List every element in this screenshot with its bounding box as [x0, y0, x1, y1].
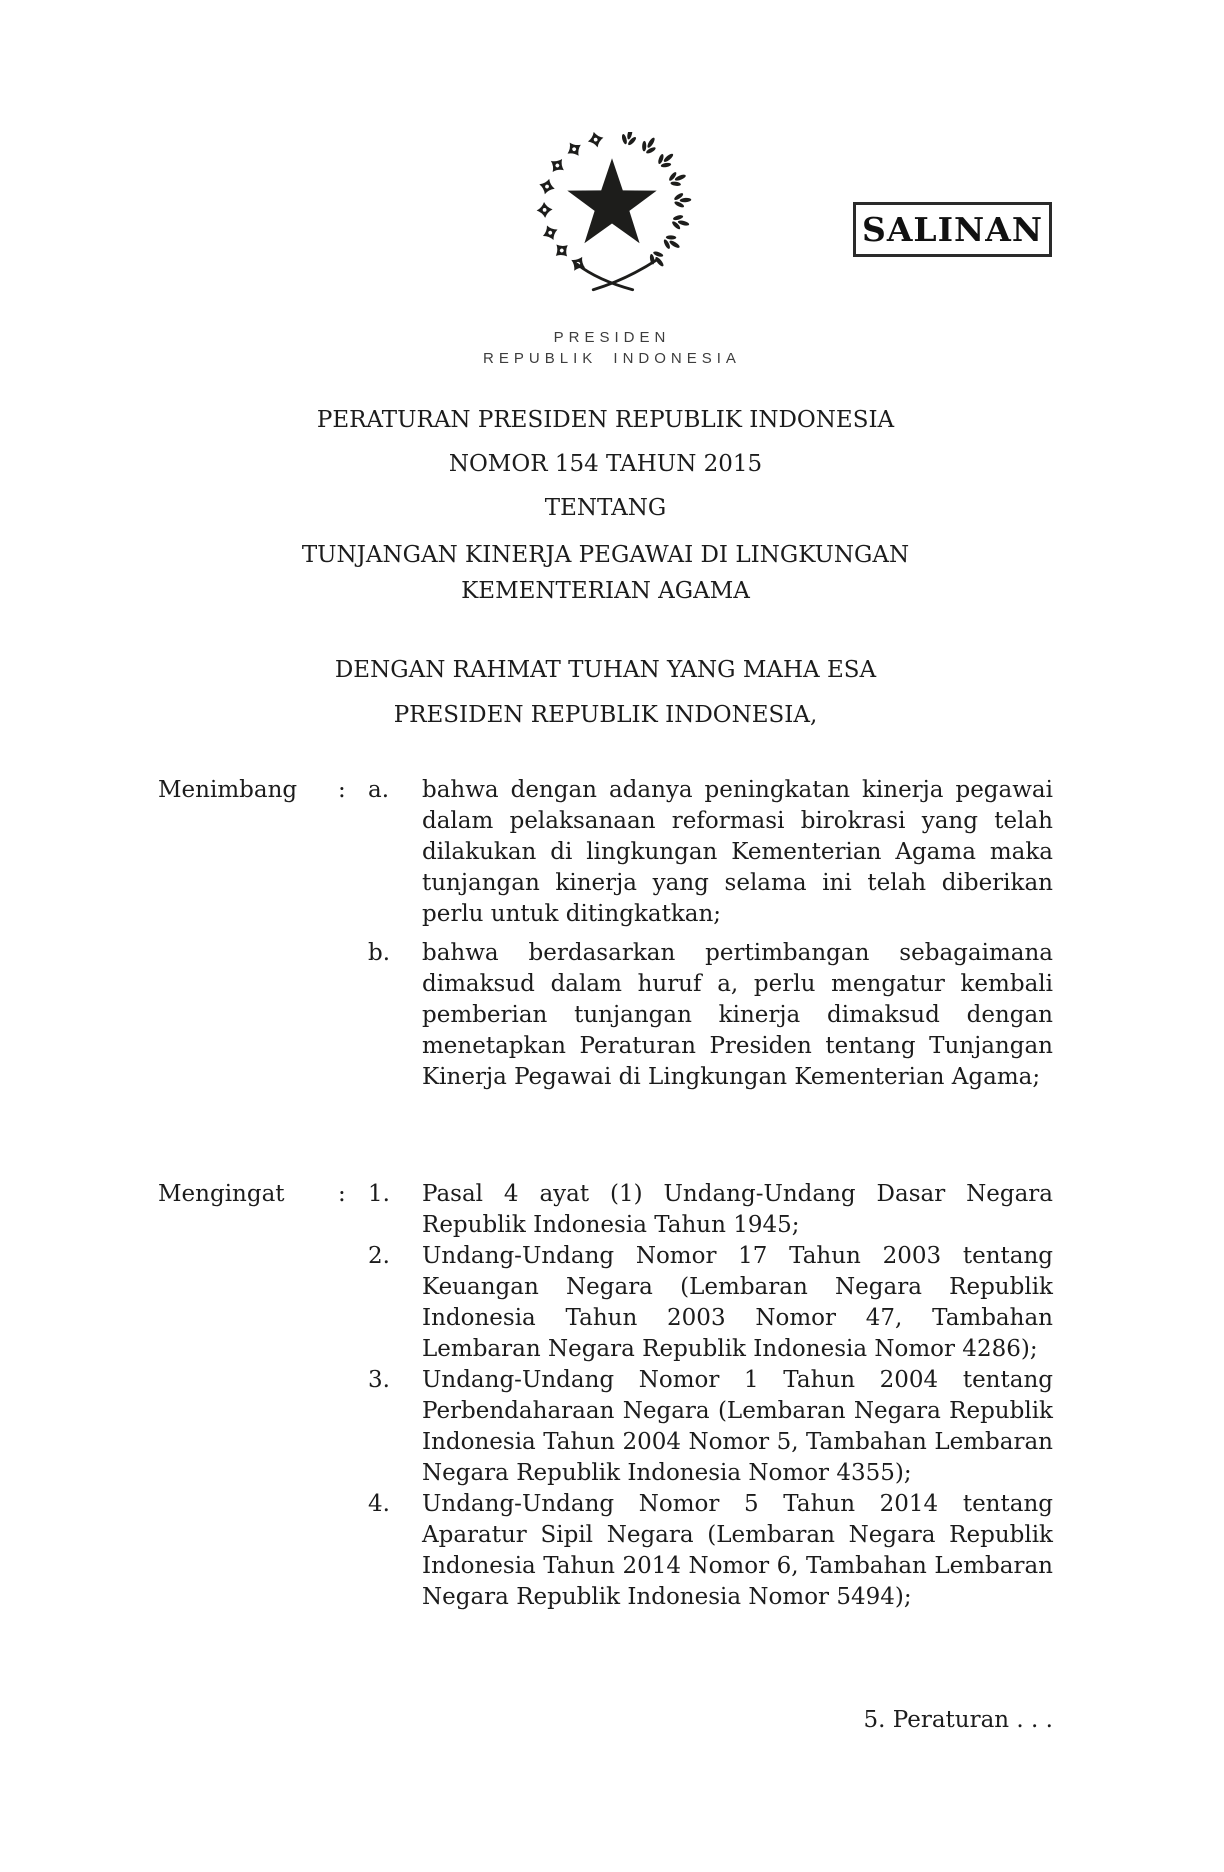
- item-text: Undang-Undang Nomor 5 Tahun 2014 tentang Aparatur Sipil Negara (Lembaran Negara Republik Indonesia Tahun 2014 Nomor 6, Tambahan Lembaran Negara Republik Indonesia Nomor 5494);: [422, 1491, 1053, 1610]
- remembering-item: [368, 1489, 1053, 1613]
- salinan-stamp-box: [853, 202, 1052, 257]
- title-line-regulation: PERATURAN PRESIDEN REPUBLIK INDONESIA: [316, 407, 895, 433]
- remembering-item: [368, 1365, 1053, 1489]
- title-subject-line2: KEMENTERIAN AGAMA: [461, 578, 750, 604]
- considering-items: [368, 775, 1053, 1093]
- letterhead-line1: PRESIDEN: [553, 329, 671, 346]
- remembering-items: [368, 1179, 1053, 1613]
- considering-separator: :: [338, 777, 346, 803]
- item-marker: 3.: [368, 1367, 390, 1393]
- catchword: 5. Peraturan . . .: [863, 1707, 1053, 1733]
- item-marker: 4.: [368, 1491, 390, 1517]
- remembering-label: Mengingat: [158, 1181, 285, 1207]
- star-icon: [567, 158, 656, 243]
- remembering-item: [368, 1241, 1053, 1365]
- item-marker: b.: [368, 940, 391, 966]
- remembering-clause: [158, 1179, 1053, 1613]
- issuer-line: PRESIDEN REPUBLIK INDONESIA,: [393, 702, 818, 728]
- considering-item: [368, 775, 1053, 930]
- item-marker: 1.: [368, 1181, 390, 1207]
- remembering-separator: :: [338, 1181, 346, 1207]
- regulation-title: [158, 405, 1053, 609]
- item-marker: 2.: [368, 1243, 390, 1269]
- considering-clause: [158, 775, 1053, 1093]
- title-line-tentang: TENTANG: [544, 495, 667, 521]
- title-line-number: NOMOR 154 TAHUN 2015: [448, 451, 763, 477]
- considering-label: Menimbang: [158, 777, 298, 803]
- item-text: Pasal 4 ayat (1) Undang-Undang Dasar Negara Republik Indonesia Tahun 1945;: [422, 1181, 1053, 1238]
- title-subject-line1: TUNJANGAN KINERJA PEGAWAI DI LINGKUNGAN: [301, 542, 910, 568]
- salinan-stamp-label: SALINAN: [861, 210, 1043, 249]
- document-body: [0, 405, 1224, 1736]
- item-text: bahwa dengan adanya peningkatan kinerja pegawai dalam pelaksanaan reformasi birokrasi yang telah dilakukan di lingkungan Kementerian Agama maka tunjangan kinerja yang selama ini telah diberikan perlu untuk ditingkatkan;: [422, 777, 1053, 927]
- item-marker: a.: [368, 777, 390, 803]
- crossed-stems-icon: [577, 260, 657, 290]
- item-text: Undang-Undang Nomor 17 Tahun 2003 tentang Keuangan Negara (Lembaran Negara Republik Indonesia Tahun 2003 Nomor 47, Tambahan Lembaran Negara Republik Indonesia Nomor 4286);: [422, 1243, 1053, 1362]
- letterhead-line2: REPUBLIK INDONESIA: [483, 350, 741, 367]
- considering-item: [368, 938, 1053, 1093]
- item-text: Undang-Undang Nomor 1 Tahun 2004 tentang Perbendaharaan Negara (Lembaran Negara Republik Indonesia Tahun 2004 Nomor 5, Tambahan Lembaran Negara Republik Indonesia Nomor 4355);: [422, 1367, 1053, 1486]
- item-text: bahwa berdasarkan pertimbangan sebagaimana dimaksud dalam huruf a, perlu mengatur kembali pemberian tunjangan kinerja dimaksud dengan menetapkan Peraturan Presiden tentang Tunjangan Kinerja Pegawai di Lingkungan Kementerian Agama;: [422, 940, 1053, 1090]
- letterhead: [0, 327, 1224, 369]
- invocation-line: DENGAN RAHMAT TUHAN YANG MAHA ESA: [334, 657, 877, 683]
- remembering-item: [368, 1179, 1053, 1241]
- star-wreath-seal-icon: [518, 132, 706, 301]
